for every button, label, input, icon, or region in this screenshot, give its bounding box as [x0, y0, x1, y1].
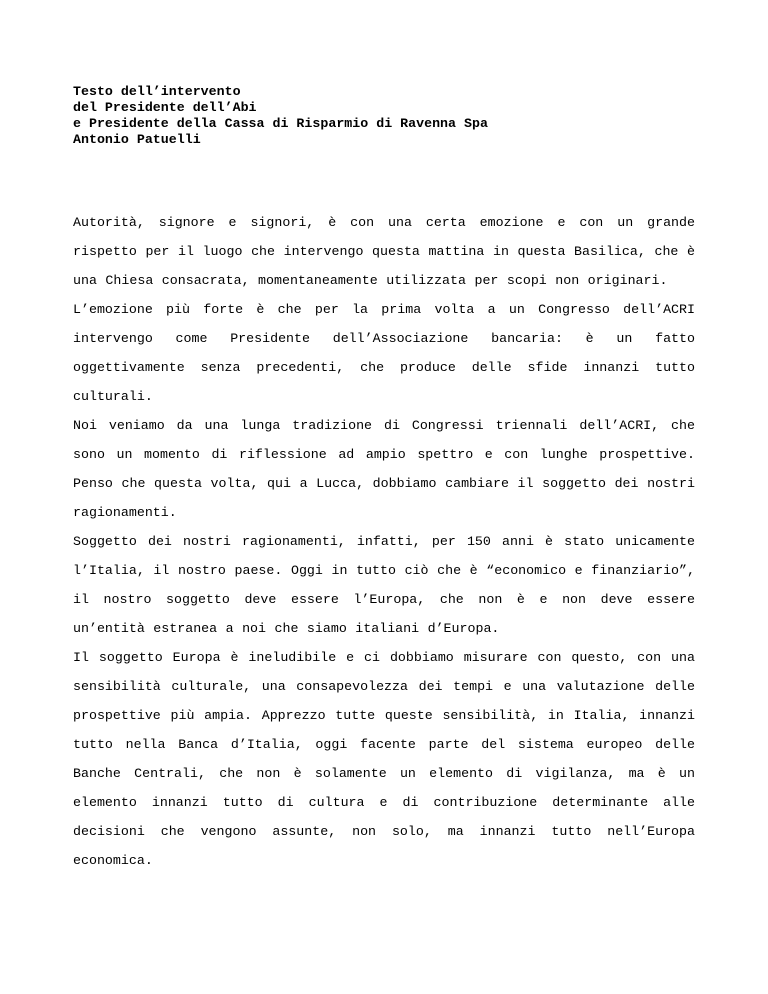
title-line-1: Testo dell’intervento	[73, 84, 241, 99]
title-line-3: e Presidente della Cassa di Risparmio di Ravenna Spa	[73, 116, 488, 131]
document-page	[73, 84, 695, 875]
title-line-2: del Presidente dell’Abi	[73, 100, 257, 115]
paragraph-3: Noi veniamo da una lunga tradizione di Congressi triennali dell’ACRI, che sono un momento di riflessione ad ampio spettro e con lunghe prospettive. Penso che questa volta, qui a Lucca, dobbiamo cambiare il soggetto dei nostri ragionamenti.	[73, 418, 695, 520]
document-body	[73, 208, 695, 875]
document-title	[73, 84, 695, 148]
paragraph-1: Autorità, signore e signori, è con una certa emozione e con un grande rispetto per il luogo che intervengo questa mattina in questa Basilica, che è una Chiesa consacrata, momentaneamente utilizzata per scopi non originari.	[73, 215, 695, 288]
paragraph-2: L’emozione più forte è che per la prima volta a un Congresso dell’ACRI intervengo come Presidente dell’Associazione bancaria: è un fatto oggettivamente senza precedenti, che produce delle sfide innanzi tutto culturali.	[73, 302, 695, 404]
title-line-4: Antonio Patuelli	[73, 132, 201, 147]
paragraph-4: Soggetto dei nostri ragionamenti, infatti, per 150 anni è stato unicamente l’Italia, il nostro paese. Oggi in tutto ciò che è “economico e finanziario”, il nostro soggetto deve essere l’Europa, che non è e non deve essere un’entità estranea a noi che siamo italiani d’Europa.	[73, 534, 695, 636]
paragraph-5: Il soggetto Europa è ineludibile e ci dobbiamo misurare con questo, con una sensibilità culturale, una consapevolezza dei tempi e una valutazione delle prospettive più ampia. Apprezzo tutte queste sensibilità, in Italia, innanzi tutto nella Banca d’Italia, oggi facente parte del sistema europeo delle Banche Centrali, che non è solamente un elemento di vigilanza, ma è un elemento innanzi tutto di cultura e di contribuzione determinante alle decisioni che vengono assunte, non solo, ma innanzi tutto nell’Europa economica.	[73, 650, 695, 868]
